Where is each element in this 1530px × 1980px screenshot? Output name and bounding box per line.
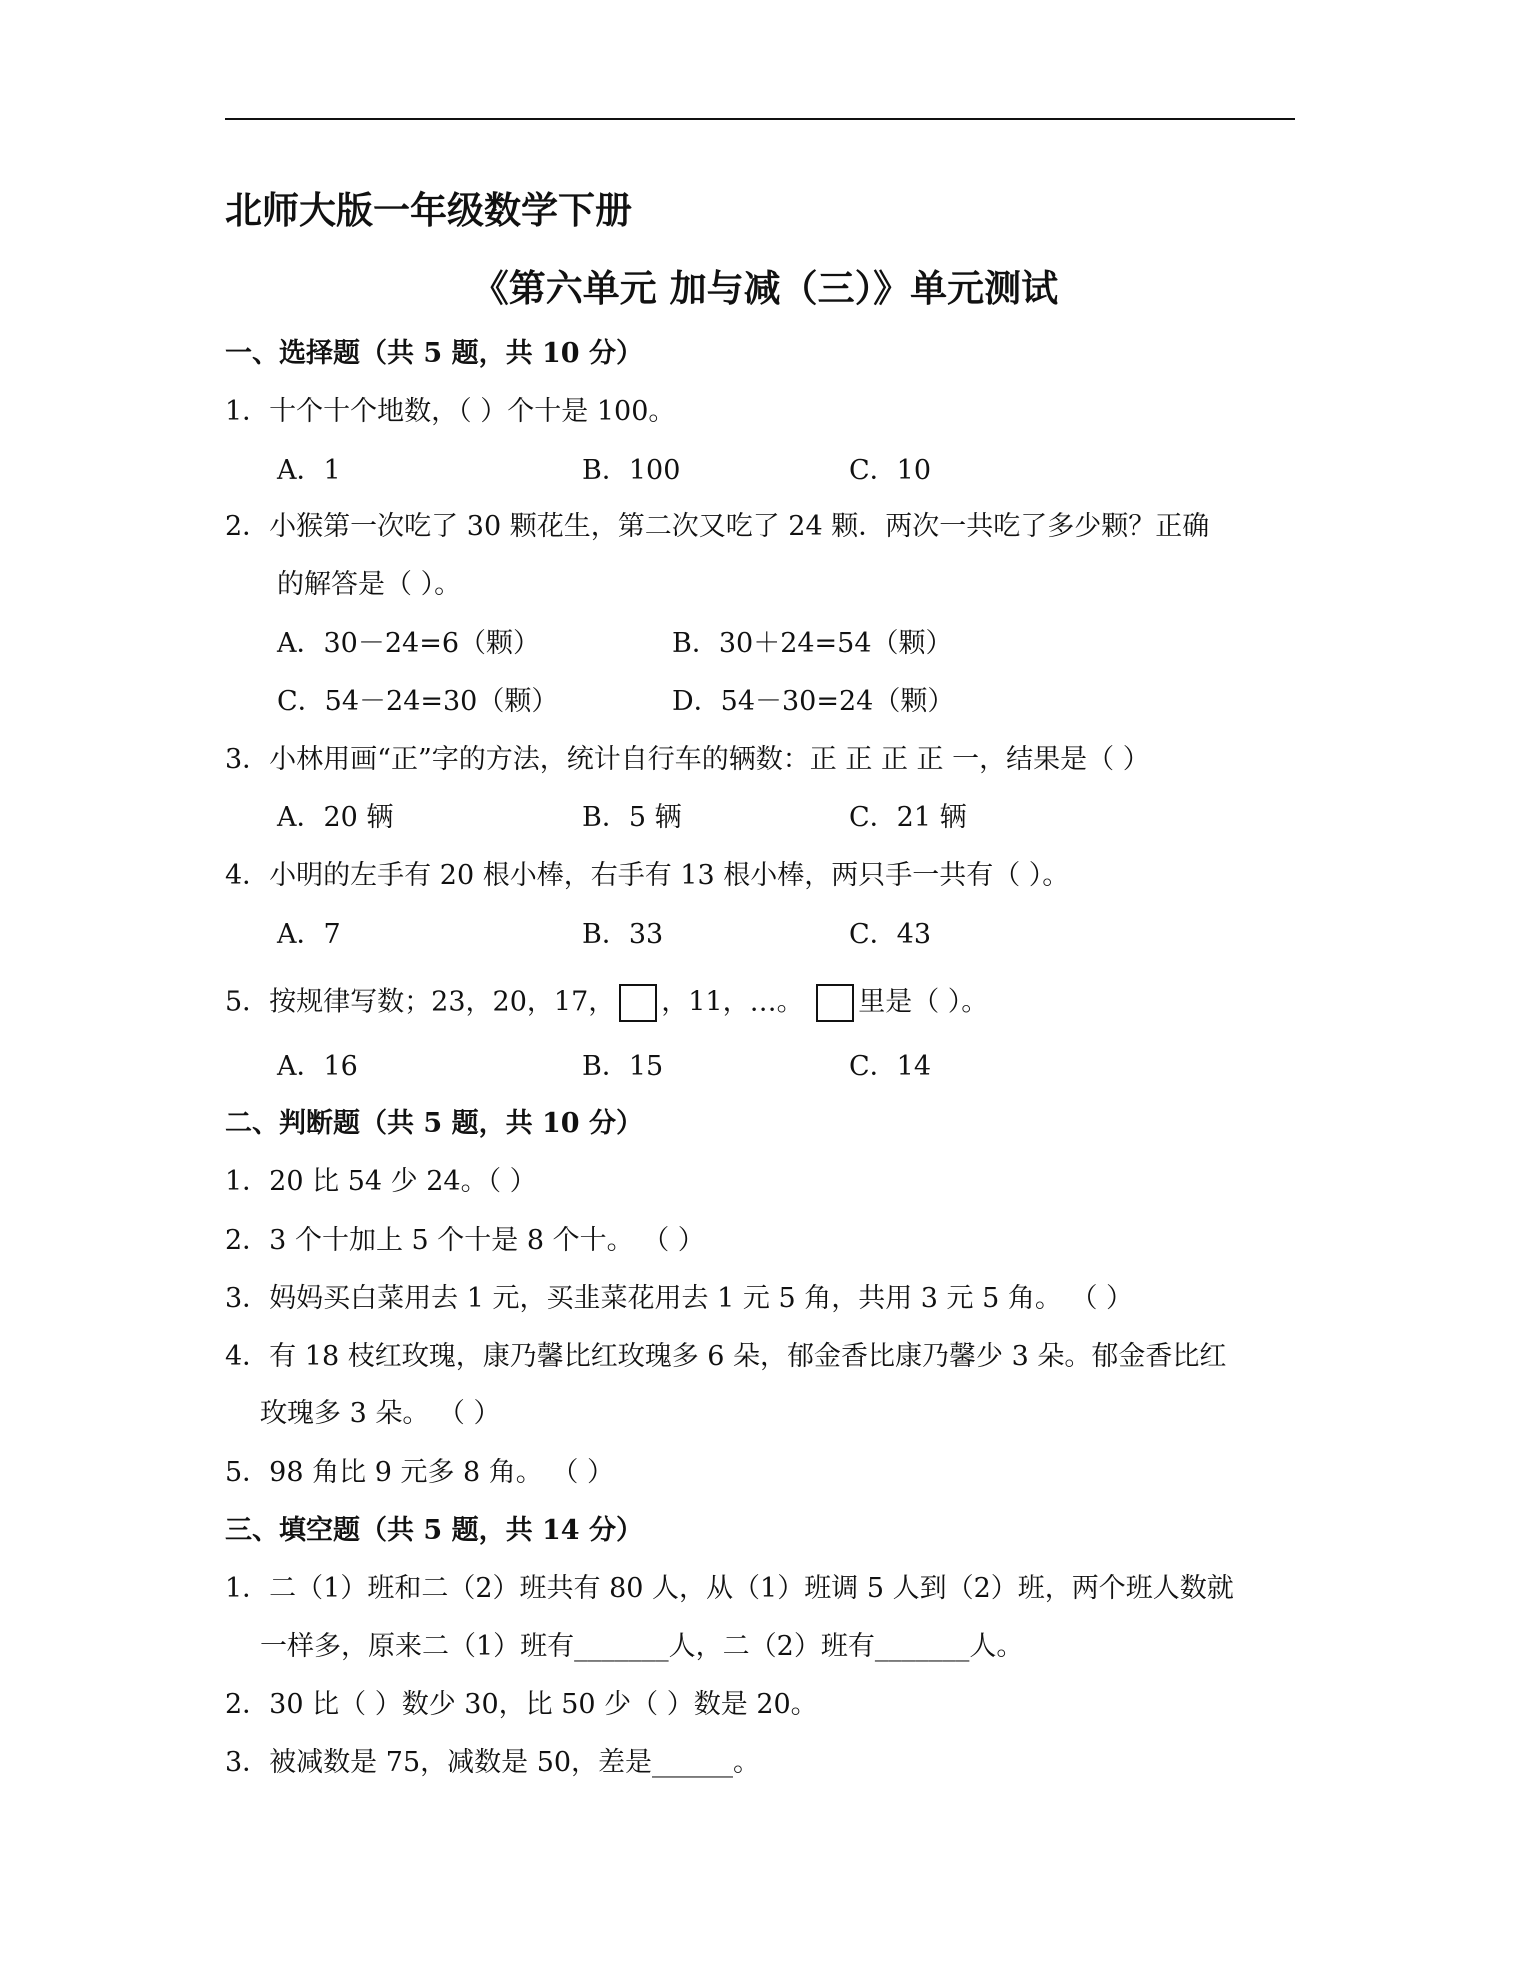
choice-q2-stem-line1: 2．小猴第一次吃了 30 颗花生，第二次又吃了 24 颗．两次一共吃了多少颗？正确 — [225, 511, 1210, 542]
section-heading-judge: 二、判断题（共 5 题，共 10 分） — [225, 1108, 643, 1139]
choice-q4-option-a: A．7 — [277, 919, 341, 950]
choice-q4-option-b: B．33 — [582, 919, 664, 950]
choice-q1-option-b: B．100 — [582, 455, 681, 486]
choice-q5-stem-pre: 5．按规律写数；23，20，17， — [225, 986, 616, 1018]
choice-q4-stem: 4．小明的左手有 20 根小棒，右手有 13 根小棒，两只手一共有（ ）。 — [225, 860, 1070, 891]
choice-q5-option-b: B．15 — [582, 1051, 664, 1082]
choice-q5-stem-post: 里是（ ）。 — [858, 986, 989, 1018]
fill-q2: 2．30 比（ ）数少 30，比 50 少（ ）数是 20。 — [225, 1689, 818, 1720]
section-heading-fill: 三、填空题（共 5 题，共 14 分） — [225, 1515, 643, 1546]
choice-q5-stem — [225, 984, 988, 1022]
document-title: 《第六单元 加与减（三）》单元测试 — [471, 267, 1059, 310]
choice-q1-option-a: A．1 — [277, 455, 341, 486]
judge-q1: 1．20 比 54 少 24。（ ） — [225, 1166, 537, 1197]
choice-q5-stem-mid: ，11，…。 — [661, 986, 804, 1018]
judge-q4-line1: 4．有 18 枝红玫瑰，康乃馨比红玫瑰多 6 朵，郁金香比康乃馨少 3 朵。郁金香比红 — [225, 1341, 1227, 1372]
choice-q2-option-c: C．54－24=30（颗） — [277, 686, 559, 717]
choice-q2-option-a: A．30－24=6（颗） — [277, 628, 541, 659]
choice-q3-option-b: B．5 辆 — [582, 802, 682, 833]
fill-q1-line1: 1．二（1）班和二（2）班共有 80 人，从（1）班调 5 人到（2）班，两个班人数就 — [225, 1573, 1234, 1604]
choice-q2-option-b: B．30＋24=54（颗） — [672, 628, 953, 659]
choice-q1-stem: 1．十个十个地数，（ ）个十是 100。 — [225, 396, 676, 427]
choice-q4-option-c: C．43 — [849, 919, 932, 950]
choice-q5-option-a: A．16 — [277, 1051, 358, 1082]
page-title: 北师大版一年级数学下册 — [225, 189, 632, 232]
choice-q3-option-a: A．20 辆 — [277, 802, 394, 833]
choice-q2-option-d: D．54－30=24（颗） — [672, 686, 955, 717]
choice-q2-stem-line2: 的解答是（ ）。 — [277, 569, 462, 600]
answer-box — [619, 984, 657, 1022]
choice-q3-stem: 3．小林用画“正”字的方法，统计自行车的辆数：正 正 正 正 一，结果是（ ） — [225, 744, 1150, 775]
section-heading-choice: 一、选择题（共 5 题，共 10 分） — [225, 338, 643, 369]
judge-q3: 3．妈妈买白菜用去 1 元，买韭菜花用去 1 元 5 角，共用 3 元 5 角。 （ ） — [225, 1283, 1134, 1314]
answer-box — [816, 984, 854, 1022]
judge-q5: 5．98 角比 9 元多 8 角。 （ ） — [225, 1457, 614, 1488]
fill-q3: 3．被减数是 75，减数是 50，差是______。 — [225, 1747, 761, 1778]
judge-q2: 2．3 个十加上 5 个十是 8 个十。 （ ） — [225, 1225, 705, 1256]
judge-q4-line2: 玫瑰多 3 朵。 （ ） — [260, 1398, 501, 1429]
choice-q1-option-c: C．10 — [849, 455, 932, 486]
fill-q1-line2: 一样多，原来二（1）班有_______人，二（2）班有_______人。 — [260, 1631, 1024, 1662]
header-rule — [225, 118, 1295, 120]
choice-q3-option-c: C．21 辆 — [849, 802, 967, 833]
choice-q5-option-c: C．14 — [849, 1051, 932, 1082]
